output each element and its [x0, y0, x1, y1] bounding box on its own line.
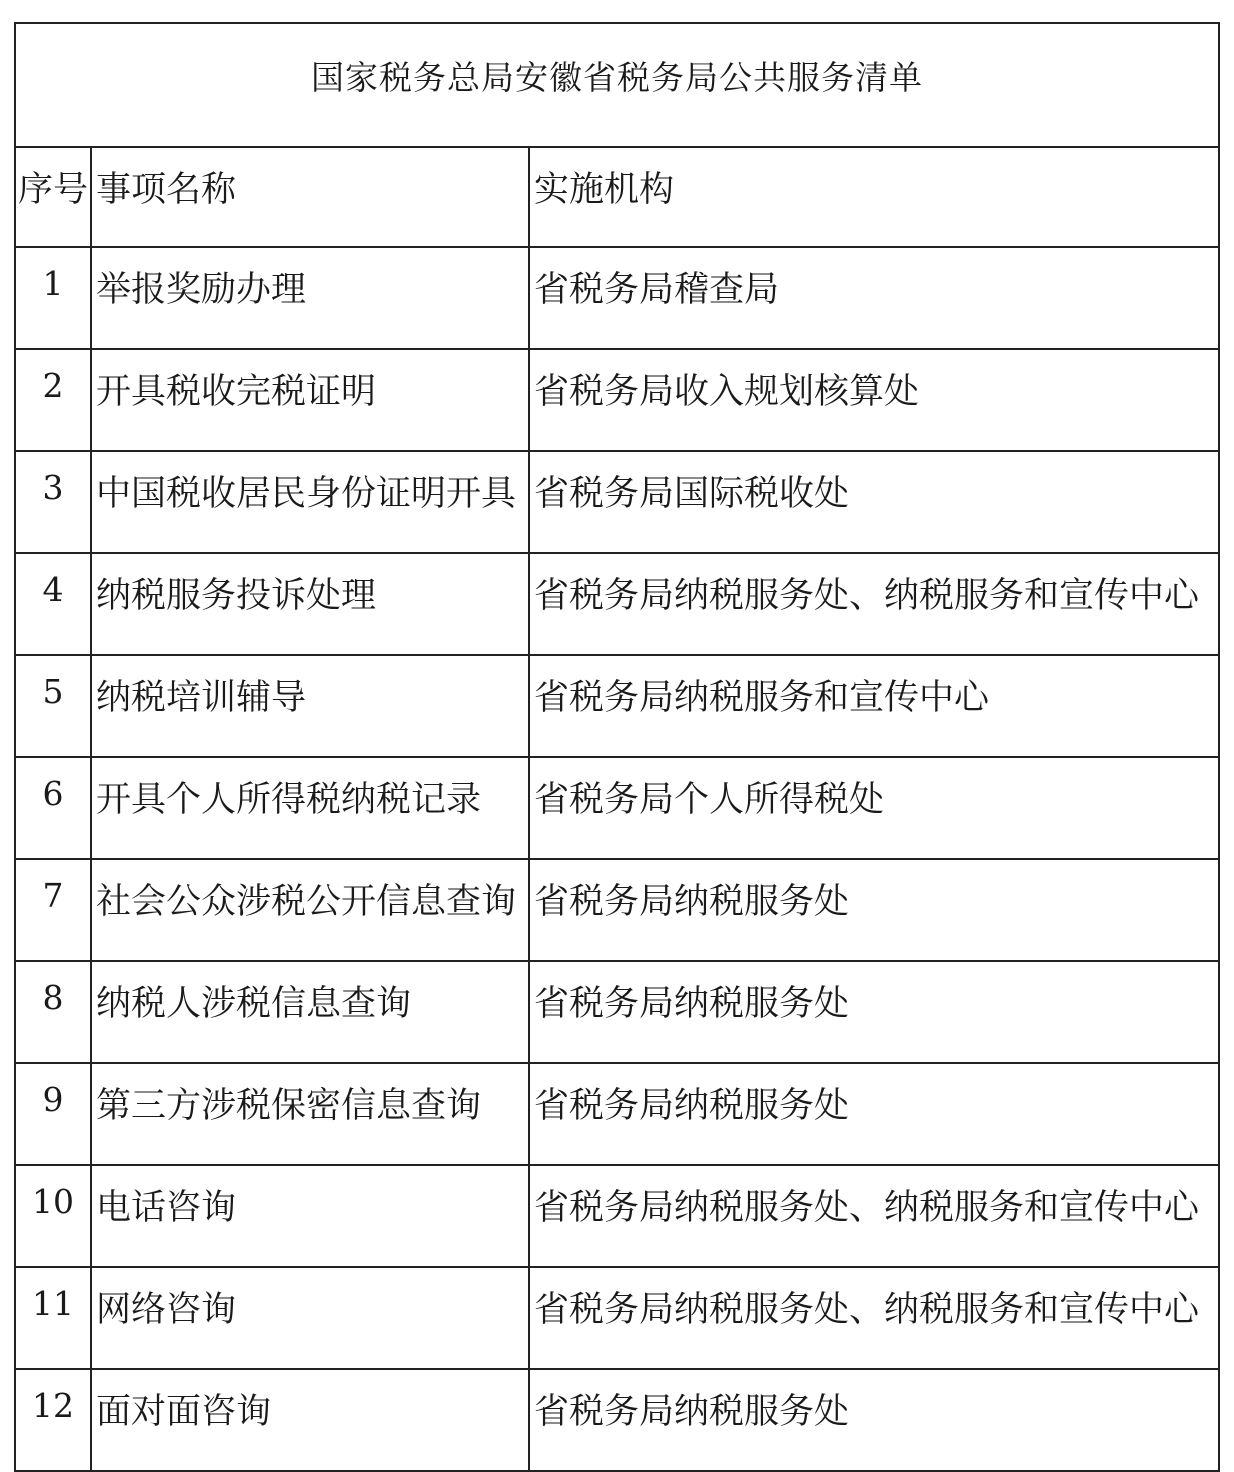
row-serial-number: 5: [15, 655, 91, 757]
table-row: [15, 349, 1219, 451]
header-implementing-agency: 实施机构: [529, 147, 1219, 247]
row-serial-number: 3: [15, 451, 91, 553]
row-implementing-agency: 省税务局纳税服务处、纳税服务和宣传中心: [529, 1267, 1219, 1369]
row-serial-number: 10: [15, 1165, 91, 1267]
row-implementing-agency: 省税务局个人所得税处: [529, 757, 1219, 859]
row-implementing-agency: 省税务局纳税服务处: [529, 1369, 1219, 1471]
row-serial-number: 11: [15, 1267, 91, 1369]
row-serial-number: 2: [15, 349, 91, 451]
table-row: [15, 961, 1219, 1063]
table-row: [15, 757, 1219, 859]
row-item-name: 电话咨询: [91, 1165, 529, 1267]
row-serial-number: 7: [15, 859, 91, 961]
row-item-name: 举报奖励办理: [91, 247, 529, 349]
row-implementing-agency: 省税务局纳税服务处、纳税服务和宣传中心: [529, 1165, 1219, 1267]
table-title: 国家税务总局安徽省税务局公共服务清单: [15, 23, 1219, 147]
row-implementing-agency: 省税务局纳税服务和宣传中心: [529, 655, 1219, 757]
table-row: [15, 1165, 1219, 1267]
row-serial-number: 8: [15, 961, 91, 1063]
table-row: [15, 859, 1219, 961]
table-row: [15, 451, 1219, 553]
row-implementing-agency: 省税务局纳税服务处: [529, 1063, 1219, 1165]
row-item-name: 开具个人所得税纳税记录: [91, 757, 529, 859]
row-implementing-agency: 省税务局稽查局: [529, 247, 1219, 349]
row-implementing-agency: 省税务局纳税服务处: [529, 859, 1219, 961]
table-row: [15, 1063, 1219, 1165]
row-implementing-agency: 省税务局纳税服务处、纳税服务和宣传中心: [529, 553, 1219, 655]
title-row: [15, 23, 1219, 147]
table-row: [15, 247, 1219, 349]
header-row: [15, 147, 1219, 247]
row-item-name: 纳税培训辅导: [91, 655, 529, 757]
row-serial-number: 1: [15, 247, 91, 349]
row-item-name: 纳税人涉税信息查询: [91, 961, 529, 1063]
row-item-name: 面对面咨询: [91, 1369, 529, 1471]
header-serial-number: 序号: [15, 147, 91, 247]
row-implementing-agency: 省税务局国际税收处: [529, 451, 1219, 553]
row-item-name: 中国税收居民身份证明开具: [91, 451, 529, 553]
table-row: [15, 1369, 1219, 1471]
row-serial-number: 4: [15, 553, 91, 655]
row-implementing-agency: 省税务局纳税服务处: [529, 961, 1219, 1063]
table-row: [15, 655, 1219, 757]
row-item-name: 网络咨询: [91, 1267, 529, 1369]
row-item-name: 纳税服务投诉处理: [91, 553, 529, 655]
table-row: [15, 1267, 1219, 1369]
row-serial-number: 6: [15, 757, 91, 859]
row-item-name: 社会公众涉税公开信息查询: [91, 859, 529, 961]
row-item-name: 开具税收完税证明: [91, 349, 529, 451]
public-service-table: [14, 22, 1220, 1472]
row-serial-number: 9: [15, 1063, 91, 1165]
header-item-name: 事项名称: [91, 147, 529, 247]
row-item-name: 第三方涉税保密信息查询: [91, 1063, 529, 1165]
row-serial-number: 12: [15, 1369, 91, 1471]
row-implementing-agency: 省税务局收入规划核算处: [529, 349, 1219, 451]
table-row: [15, 553, 1219, 655]
